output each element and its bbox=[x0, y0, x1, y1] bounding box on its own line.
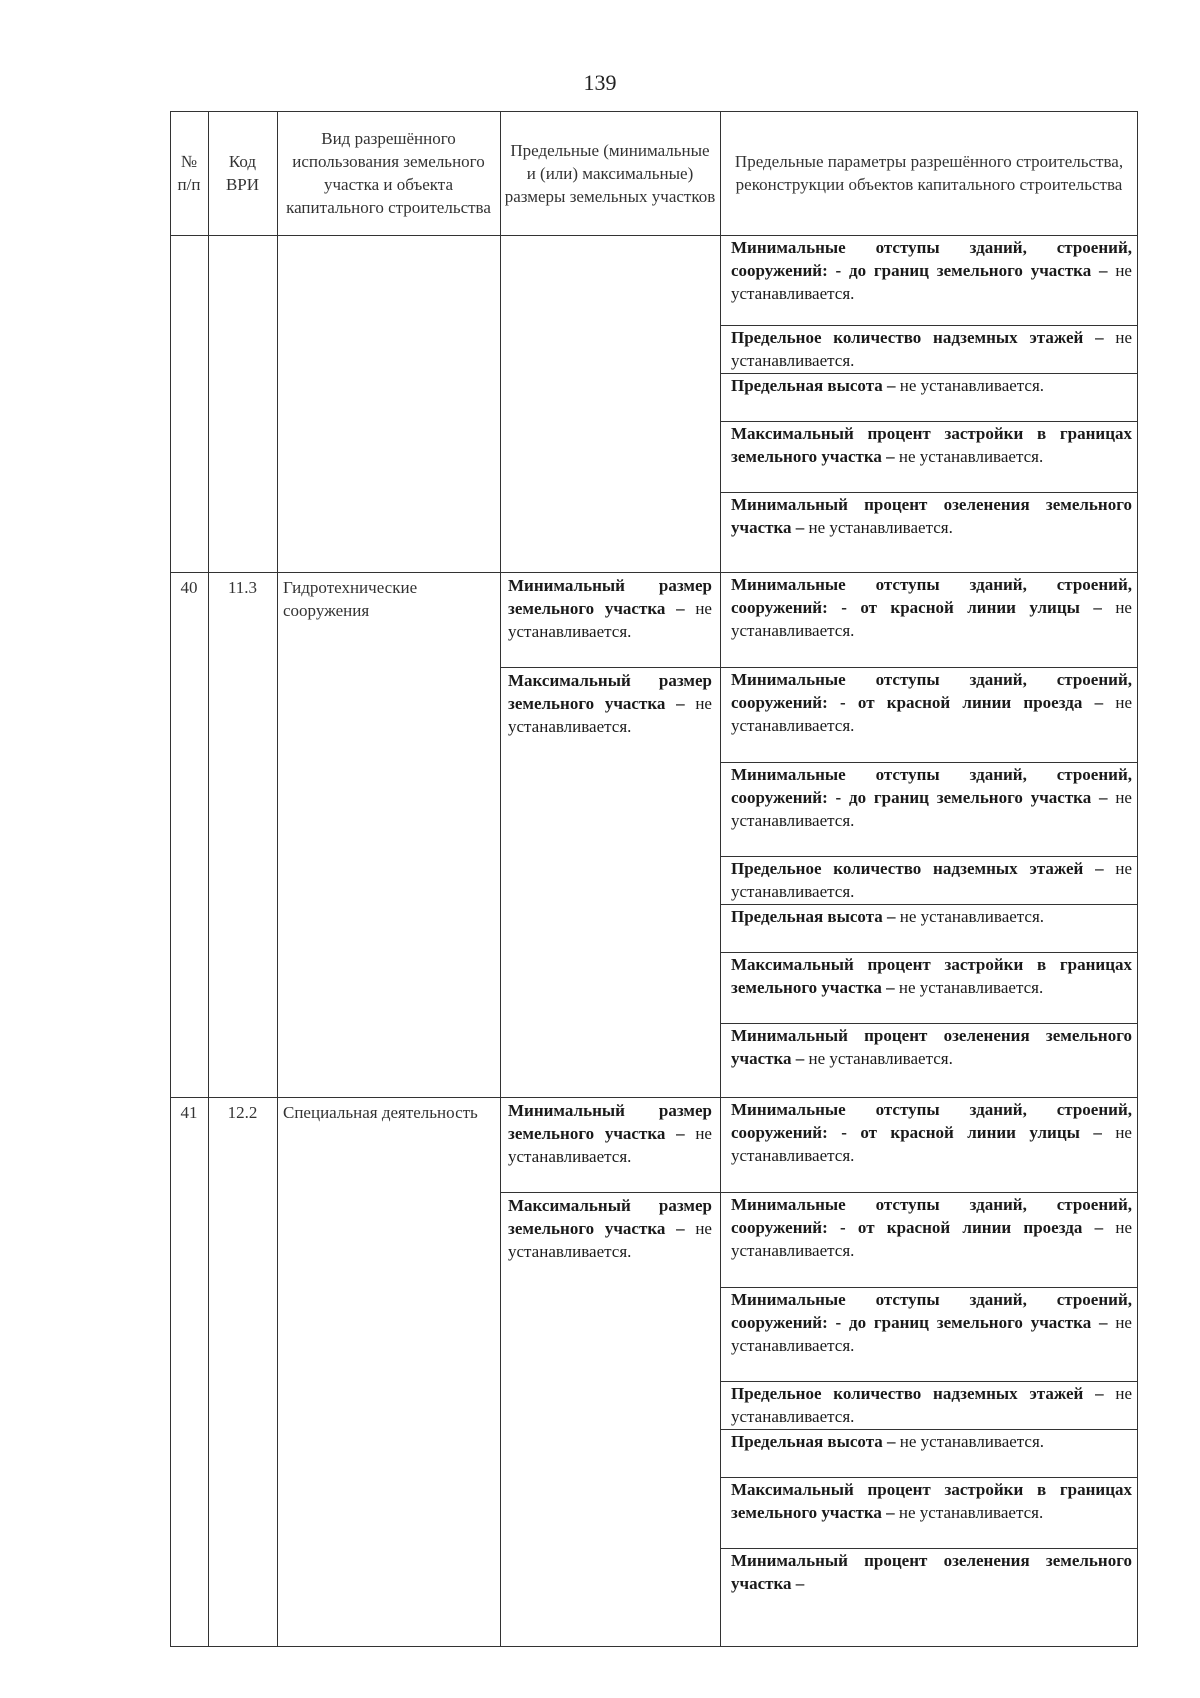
param-cell: Минимальные отступы зданий, строений, сооружений: - до границ земельного участка – не устанавливается. bbox=[731, 238, 1132, 303]
header-use: Вид разрешённого использования земельного участка и объекта капитального строительства bbox=[286, 129, 491, 217]
param-cell: Минимальные отступы зданий, строений, сооружений: - до границ земельного участка – не устанавливается. bbox=[731, 1290, 1132, 1355]
row-code: 12.2 bbox=[227, 1103, 258, 1122]
param-cell: Минимальные отступы зданий, строений, сооружений: - до границ земельного участка – не устанавливается. bbox=[731, 765, 1132, 830]
row-code: 11.3 bbox=[227, 578, 258, 597]
column-divider bbox=[277, 111, 278, 1647]
column-divider bbox=[208, 111, 209, 1647]
row-number: 41 bbox=[180, 1103, 198, 1122]
column-divider bbox=[500, 111, 501, 1647]
param-cell: Предельное количество надземных этажей – не устанавливается. bbox=[731, 1384, 1132, 1426]
param-cell: Максимальный процент застройки в границах земельного участка – не устанавливается. bbox=[731, 424, 1132, 466]
size-max-cell: Максимальный размер земельного участка – не устанавливается. bbox=[508, 1196, 712, 1261]
header-num: № п/п bbox=[177, 152, 201, 194]
param-cell: Минимальный процент озеленения земельного участка – не устанавливается. bbox=[731, 495, 1132, 537]
param-cell: Минимальный процент озеленения земельного участка – bbox=[731, 1551, 1132, 1593]
param-cell: Минимальные отступы зданий, строений, сооружений: - от красной линии проезда – не устанавливается. bbox=[731, 670, 1132, 735]
size-min-cell: Минимальный размер земельного участка – не устанавливается. bbox=[508, 576, 712, 641]
row-use: Гидротехнические сооружения bbox=[283, 578, 418, 620]
row-number: 40 bbox=[180, 578, 198, 597]
page-number: 139 bbox=[583, 70, 617, 95]
param-cell: Предельное количество надземных этажей – не устанавливается. bbox=[731, 859, 1132, 901]
size-max-cell: Максимальный размер земельного участка – не устанавливается. bbox=[508, 671, 712, 736]
param-cell: Минимальные отступы зданий, строений, сооружений: - от красной линии улицы – не устанавливается. bbox=[731, 575, 1132, 640]
param-cell: Предельная высота – не устанавливается. bbox=[731, 1432, 1045, 1451]
param-cell: Минимальный процент озеленения земельного участка – не устанавливается. bbox=[731, 1026, 1132, 1068]
param-cell: Минимальные отступы зданий, строений, сооружений: - от красной линии проезда – не устанавливается. bbox=[731, 1195, 1132, 1260]
header-size: Предельные (минимальные и (или) максимальные) размеры земельных участков bbox=[504, 140, 716, 206]
size-min-cell: Минимальный размер земельного участка – не устанавливается. bbox=[508, 1101, 712, 1166]
row-use: Специальная деятельность bbox=[283, 1103, 478, 1122]
param-cell: Предельная высота – не устанавливается. bbox=[731, 376, 1045, 395]
param-cell: Предельная высота – не устанавливается. bbox=[731, 907, 1045, 926]
header-params: Предельные параметры разрешённого строительства, реконструкции объектов капитального строительства bbox=[734, 152, 1124, 194]
param-cell: Максимальный процент застройки в границах земельного участка – не устанавливается. bbox=[731, 1480, 1132, 1522]
param-cell: Предельное количество надземных этажей – не устанавливается. bbox=[731, 328, 1132, 370]
param-cell: Максимальный процент застройки в границах земельного участка – не устанавливается. bbox=[731, 955, 1132, 997]
param-cell: Минимальные отступы зданий, строений, сооружений: - от красной линии улицы – не устанавливается. bbox=[731, 1100, 1132, 1165]
zoning-table bbox=[170, 111, 1138, 1647]
header-code: Код ВРИ bbox=[225, 152, 260, 194]
